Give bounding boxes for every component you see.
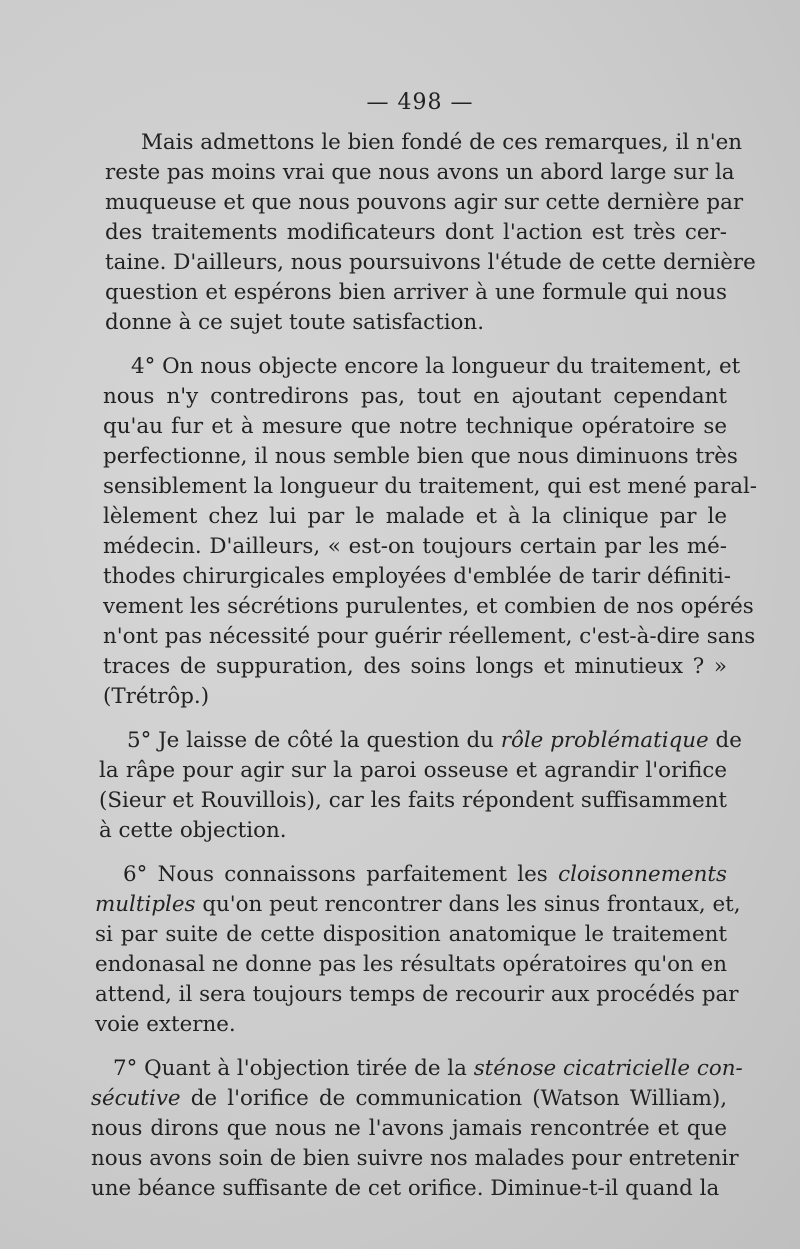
italic-phrase: rôle problématique [500,728,709,753]
text-line: question et espérons bien arriver à une formule qui nous [105,280,727,305]
text-line: 4° On nous objecte encore la longueur du traitement, et [131,354,741,379]
text-segment: de l'orifice de communication (Watson William), [180,1086,727,1111]
paragraph [103,352,758,712]
text-line: nous dirons que nous ne l'avons jamais rencontrée et que [91,1116,727,1141]
text-line: voie externe. [95,1012,236,1037]
text-line [91,1054,743,1084]
paragraph [91,1054,743,1204]
text-line [95,890,741,920]
text-line: sensiblement la longueur du traitement, qui est mené paral- [103,474,758,499]
text-segment: 6° Nous connaissons parfaitement les [123,862,559,887]
text-line: attend, il sera toujours temps de recourir aux procédés par [95,982,739,1007]
text-line: la râpe pour agir sur la paroi osseuse et agrandir l'orifice [99,758,727,783]
text-segment: de [708,728,742,753]
italic-phrase: sécutive [91,1086,181,1111]
text-line: vement les sécrétions purulentes, et combien de nos opérés [103,594,754,619]
paragraph [99,726,742,846]
text-line [99,726,742,756]
text-line: muqueuse et que nous pouvons agir sur cette dernière par [105,190,744,215]
text-line: qu'au fur et à mesure que notre technique opératoire se [103,414,727,439]
italic-phrase: multiples [95,892,196,917]
text-line: endonasal ne donne pas les résultats opératoires qu'on en [95,952,727,977]
page-number: — 498 — [366,90,474,115]
text-line [95,860,727,890]
text-line: donne à ce sujet toute satisfaction. [105,310,485,335]
text-line: perfectionne, il nous semble bien que nous diminuons très [103,444,738,469]
italic-phrase: cloisonnements [558,862,727,887]
text-line: nous n'y contredirons pas, tout en ajoutant cependant [103,384,727,409]
text-line: taine. D'ailleurs, nous poursuivons l'étude de cette dernière [105,250,756,275]
text-segment: 5° Je laisse de côté la question du [127,728,501,753]
body-text [91,128,758,1218]
text-line: nous avons soin de bien suivre nos malades pour entretenir [91,1146,739,1171]
text-line: thodes chirurgicales employées d'emblée de tarir définiti- [103,564,731,589]
text-line: une béance suffisante de cet orifice. Diminue-t-il quand la [91,1176,720,1201]
text-segment: qu'on peut rencontrer dans les sinus frontaux, et, [195,892,741,917]
text-line: (Sieur et Rouvillois), car les faits répondent suffisamment [99,788,727,813]
text-line: (Trétrôp.) [103,684,210,709]
text-line: Mais admettons le bien fondé de ces remarques, il n'en [141,130,743,155]
text-line: des traitements modificateurs dont l'action est très cer- [105,220,727,245]
text-line: lèlement chez lui par le malade et à la clinique par le [103,504,727,529]
text-line: médecin. D'ailleurs, « est-on toujours certain par les mé- [103,534,727,559]
text-line: si par suite de cette disposition anatomique le traitement [95,922,727,947]
text-line: à cette objection. [99,818,287,843]
text-line [91,1084,727,1114]
paragraph [95,860,741,1040]
paragraph [105,128,756,338]
text-segment: 7° Quant à l'objection tirée de la [113,1056,474,1081]
text-line: reste pas moins vrai que nous avons un abord large sur la [105,160,735,185]
text-line: traces de suppuration, des soins longs et minutieux ? » [103,654,727,679]
text-line: n'ont pas nécessité pour guérir réellement, c'est-à-dire sans [103,624,756,649]
italic-phrase: sténose cicatricielle con- [473,1056,743,1081]
